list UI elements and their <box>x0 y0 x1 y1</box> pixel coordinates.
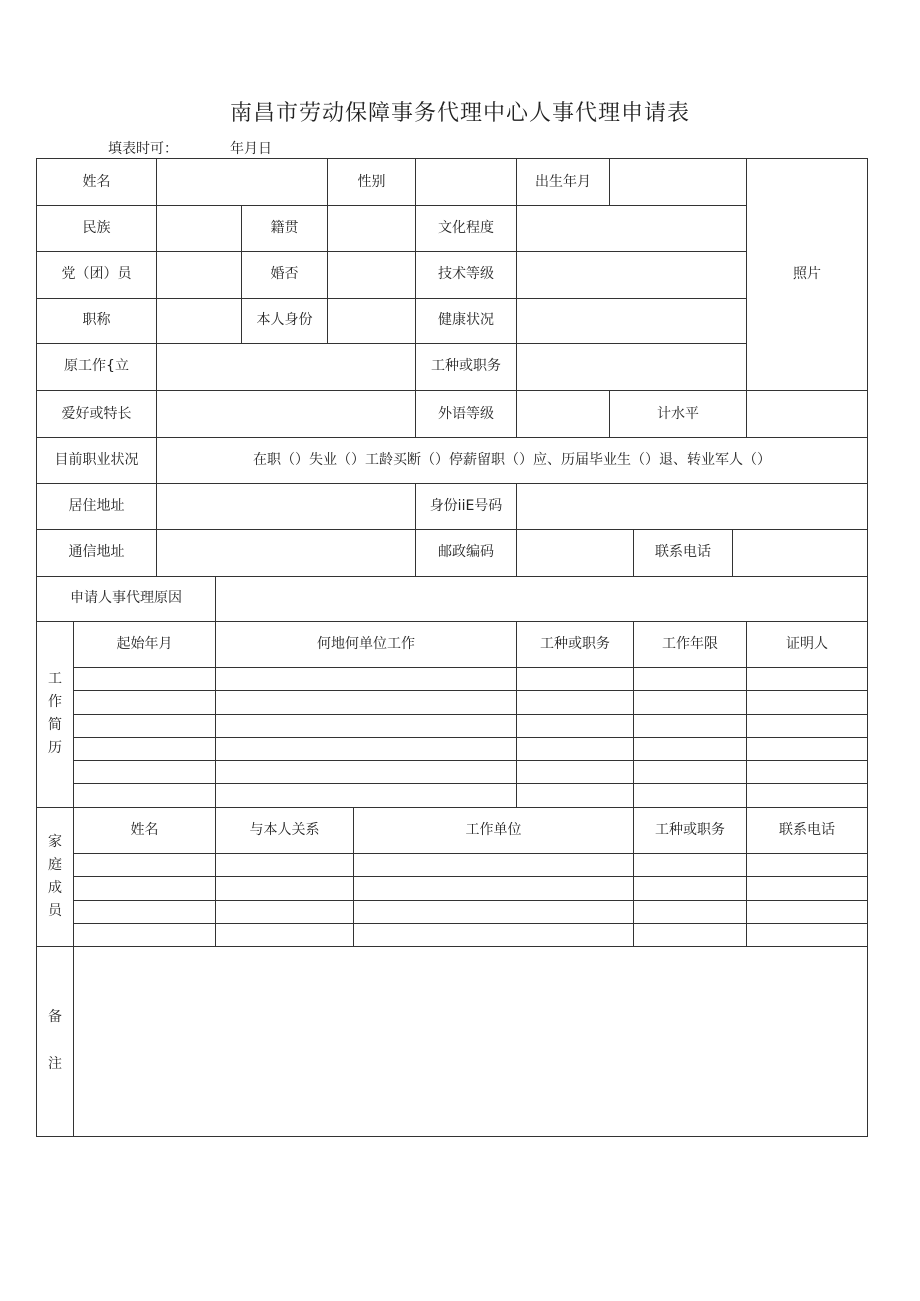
work-history-row-cell[interactable] <box>215 760 517 784</box>
work-history-row-cell[interactable] <box>633 690 747 714</box>
family-row-cell[interactable] <box>215 876 354 900</box>
remarks-input[interactable] <box>73 946 868 1137</box>
family-row-cell[interactable] <box>633 923 747 947</box>
work-history-side-label <box>36 621 74 808</box>
fill-date-label: 填表时可： <box>108 141 178 157</box>
family-row-cell[interactable] <box>746 900 868 924</box>
family-row-cell[interactable] <box>353 853 634 877</box>
work-history-row-cell[interactable] <box>633 760 747 784</box>
family-row-cell[interactable] <box>633 900 747 924</box>
work-history-row-cell[interactable] <box>746 690 868 714</box>
fill-date-value: 年月日 <box>230 141 272 157</box>
label-title: 职称 <box>36 298 157 344</box>
input-phone[interactable] <box>732 529 868 577</box>
family-side-char: 员 <box>48 902 62 919</box>
label-education: 文化程度 <box>415 205 517 252</box>
work-history-row-cell[interactable] <box>215 690 517 714</box>
family-row-cell[interactable] <box>73 876 216 900</box>
label-gender: 性别 <box>327 158 416 206</box>
input-reason[interactable] <box>215 576 868 622</box>
label-job-type: 工种或职务 <box>415 343 517 391</box>
input-identity[interactable] <box>327 298 416 344</box>
status-options[interactable]: 在职（）失业（）工龄买断（）停薪留职（）应、历届毕业生（）退、转业军人（） <box>156 437 868 484</box>
input-title[interactable] <box>156 298 242 344</box>
label-health: 健康状况 <box>415 298 517 344</box>
input-party[interactable] <box>156 251 242 299</box>
work-history-row-cell[interactable] <box>73 737 216 761</box>
work-history-row-cell[interactable] <box>73 760 216 784</box>
work-history-row-cell[interactable] <box>516 667 634 691</box>
input-tech-level[interactable] <box>516 251 747 299</box>
work-history-row-cell[interactable] <box>215 667 517 691</box>
label-computer: 计水平 <box>609 390 747 438</box>
work-header-witness: 证明人 <box>746 621 868 668</box>
work-header-job: 工种或职务 <box>516 621 634 668</box>
label-mail-address: 通信地址 <box>36 529 157 577</box>
input-id-number[interactable] <box>516 483 868 530</box>
work-history-row-cell[interactable] <box>73 690 216 714</box>
input-hobby[interactable] <box>156 390 416 438</box>
work-side-char: 工 <box>48 671 62 687</box>
input-native-place[interactable] <box>327 205 416 252</box>
work-history-row-cell[interactable] <box>516 737 634 761</box>
work-history-row-cell[interactable] <box>633 667 747 691</box>
family-row-cell[interactable] <box>746 853 868 877</box>
page-title: 南昌市劳动保障事务代理中心人事代理申请表 <box>229 101 690 126</box>
family-side-label <box>36 807 74 947</box>
label-identity: 本人身份 <box>241 298 328 344</box>
family-row-cell[interactable] <box>215 900 354 924</box>
input-former-unit[interactable] <box>156 343 416 391</box>
family-row-cell[interactable] <box>633 853 747 877</box>
input-gender[interactable] <box>415 158 517 206</box>
work-header-years: 工作年限 <box>633 621 747 668</box>
work-history-row-cell[interactable] <box>746 737 868 761</box>
label-id-number: 身份iiE号码 <box>415 483 517 530</box>
input-health[interactable] <box>516 298 747 344</box>
input-birth[interactable] <box>609 158 747 206</box>
family-row-cell[interactable] <box>73 853 216 877</box>
family-row-cell[interactable] <box>353 923 634 947</box>
family-header-job: 工种或职务 <box>633 807 747 854</box>
family-row-cell[interactable] <box>746 923 868 947</box>
input-education[interactable] <box>516 205 747 252</box>
work-history-row-cell[interactable] <box>746 667 868 691</box>
label-address: 居住地址 <box>36 483 157 530</box>
work-history-row-cell[interactable] <box>215 737 517 761</box>
remarks-side-char: 注 <box>48 1056 62 1072</box>
input-ethnicity[interactable] <box>156 205 242 252</box>
work-history-row-cell[interactable] <box>73 784 216 808</box>
work-side-char: 作 <box>48 694 62 710</box>
remarks-side-label <box>36 946 74 1137</box>
work-history-row-cell[interactable] <box>215 784 517 808</box>
label-tech-level: 技术等级 <box>415 251 517 299</box>
family-side-char: 庭 <box>48 856 62 873</box>
family-side-char: 成 <box>48 879 62 896</box>
input-postcode[interactable] <box>516 529 634 577</box>
family-row-cell[interactable] <box>73 923 216 947</box>
input-job-type[interactable] <box>516 343 747 391</box>
label-language: 外语等级 <box>415 390 517 438</box>
label-native-place: 籍贯 <box>241 205 328 252</box>
work-history-row-cell[interactable] <box>633 737 747 761</box>
work-history-row-cell[interactable] <box>746 760 868 784</box>
work-history-row-cell[interactable] <box>746 714 868 738</box>
label-status: 目前职业状况 <box>36 437 157 484</box>
work-side-char: 历 <box>48 740 62 756</box>
family-row-cell[interactable] <box>215 923 354 947</box>
work-history-row-cell[interactable] <box>215 714 517 738</box>
work-history-row-cell[interactable] <box>73 667 216 691</box>
work-header-start: 起始年月 <box>73 621 216 668</box>
work-history-row-cell[interactable] <box>633 714 747 738</box>
label-party: 党（团）员 <box>36 251 157 299</box>
label-phone: 联系电话 <box>633 529 733 577</box>
label-name: 姓名 <box>36 158 157 206</box>
label-reason: 申请人事代理原因 <box>36 576 216 622</box>
work-history-row-cell[interactable] <box>73 714 216 738</box>
label-marital: 婚否 <box>241 251 328 299</box>
label-former-unit: 原工作{立 <box>36 343 157 391</box>
family-row-cell[interactable] <box>746 876 868 900</box>
fill-date <box>108 138 272 158</box>
input-mail-address[interactable] <box>156 529 416 577</box>
work-history-row-cell[interactable] <box>516 760 634 784</box>
family-row-cell[interactable] <box>353 900 634 924</box>
family-row-cell[interactable] <box>215 853 354 877</box>
label-hobby: 爱好或特长 <box>36 390 157 438</box>
label-ethnicity: 民族 <box>36 205 157 252</box>
input-address[interactable] <box>156 483 416 530</box>
family-row-cell[interactable] <box>353 876 634 900</box>
work-history-row-cell[interactable] <box>516 714 634 738</box>
family-header-name: 姓名 <box>73 807 216 854</box>
family-side-char: 家 <box>48 833 62 850</box>
work-history-row-cell[interactable] <box>633 784 747 808</box>
input-name[interactable] <box>156 158 328 206</box>
label-postcode: 邮政编码 <box>415 529 517 577</box>
family-row-cell[interactable] <box>633 876 747 900</box>
work-side-char: 简 <box>48 717 62 733</box>
family-header-phone: 联系电话 <box>746 807 868 854</box>
work-history-row-cell[interactable] <box>516 784 634 808</box>
work-history-row-cell[interactable] <box>516 690 634 714</box>
remarks-side-char: 备 <box>48 1009 62 1025</box>
input-language[interactable] <box>516 390 610 438</box>
label-birth: 出生年月 <box>516 158 610 206</box>
input-computer[interactable] <box>746 390 868 438</box>
input-marital[interactable] <box>327 251 416 299</box>
work-header-unit: 何地何单位工作 <box>215 621 517 668</box>
family-row-cell[interactable] <box>73 900 216 924</box>
work-history-row-cell[interactable] <box>746 784 868 808</box>
family-header-workplace: 工作单位 <box>353 807 634 854</box>
family-header-relation: 与本人关系 <box>215 807 354 854</box>
photo-box[interactable]: 照片 <box>746 158 868 391</box>
